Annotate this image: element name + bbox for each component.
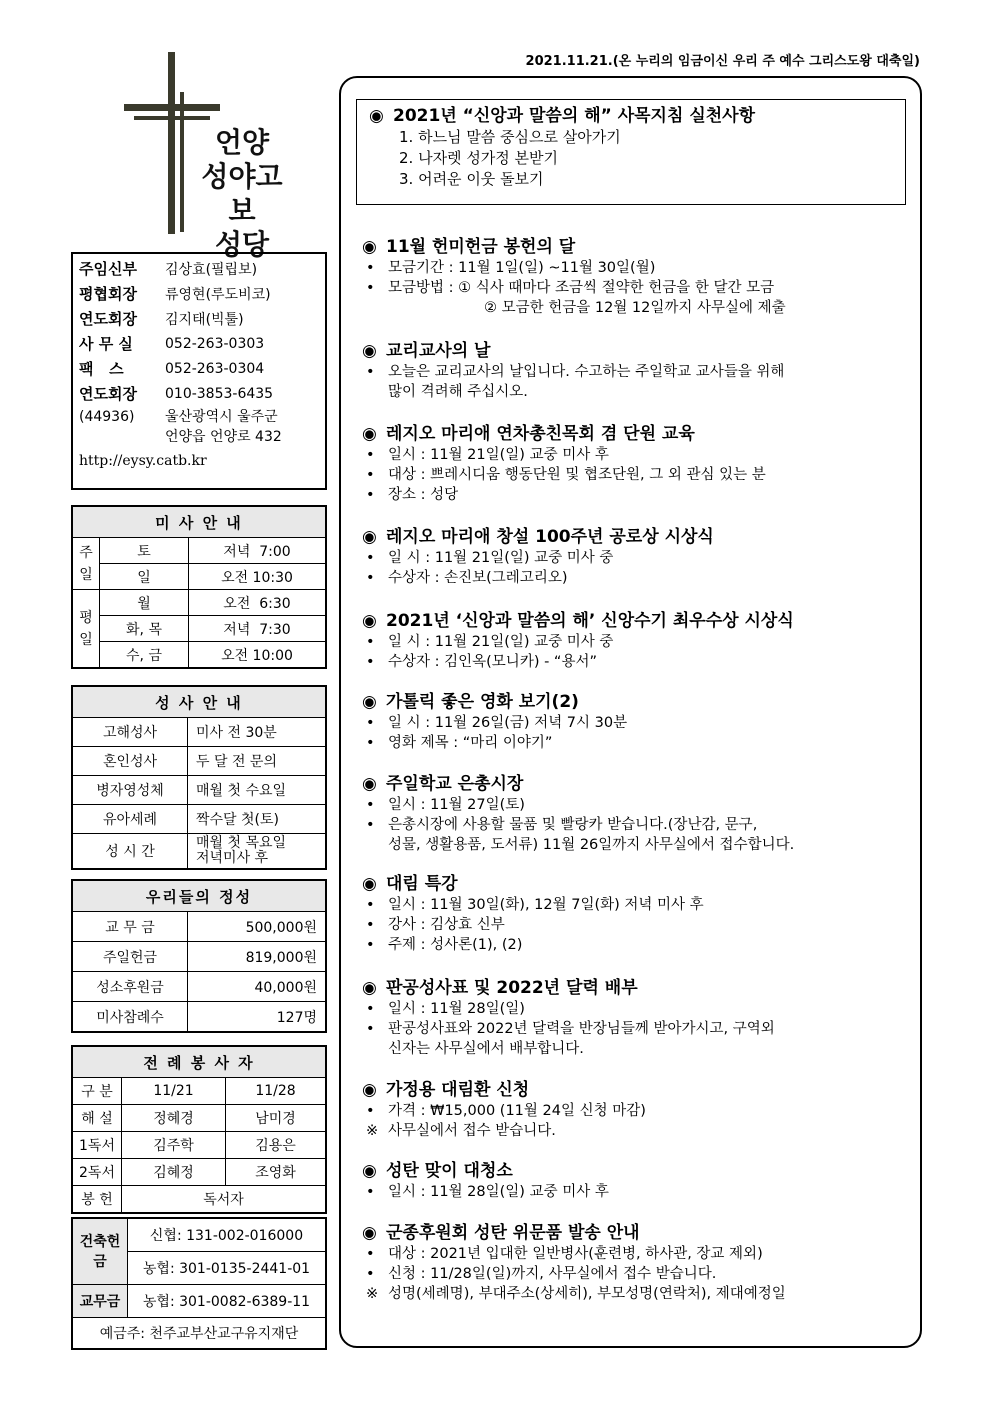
section-line: • 강사 : 김상효 신부: [366, 917, 505, 933]
sacrament-table: 성 사 안 내 고해성사 미사 전 30분 혼인성사 두 달 전 문의 병자영성체 매월 첫 수요일 유아세례 짝수달 첫(토) 성 시 간 매월 첫 목요일 저녁미사 후: [71, 685, 327, 870]
parish-logo: [124, 52, 314, 261]
section-title: ◉ 성탄 맞이 대청소: [362, 1161, 513, 1181]
section-line: ※ 성명(세례명), 부대주소(상세히), 부모성명(연락처), 제대예정일: [366, 1286, 786, 1302]
section-mark-icon: ◉: [362, 611, 377, 631]
bullet-icon: •: [366, 447, 375, 463]
info-row: 사 무 실 052-263-0303: [79, 335, 265, 353]
section-line: • 은총시장에 사용할 물품 및 빨랑카 받습니다.(장난감, 문구,: [366, 817, 758, 833]
section-line: • 오늘은 교리교사의 날입니다. 수고하는 주일학교 교사들을 위해: [366, 364, 785, 380]
section-line: • 일시 : 11월 27일(토): [366, 797, 525, 813]
section-line: • 일시 : 11월 21일(일) 교중 미사 후: [366, 447, 609, 463]
bullet-icon: •: [366, 364, 375, 380]
bullet-icon: •: [366, 1184, 375, 1200]
section-line: 신자는 사무실에서 배부합니다.: [388, 1041, 584, 1057]
announcement-section: [362, 977, 914, 1059]
section-line: • 모금방법 : ① 식사 때마다 조금씩 절약한 헌금을 한 달간 모금: [366, 280, 775, 296]
bullet-icon: •: [366, 634, 375, 650]
section-line: • 판공성사표와 2022년 달력을 반장님들께 받아가시고, 구역외: [366, 1021, 775, 1037]
announcement-section: [362, 610, 914, 672]
section-title: ◉ 11월 헌미헌금 봉헌의 달: [362, 237, 576, 257]
bullet-icon: •: [366, 1103, 375, 1119]
info-row: 주임신부 김상효(필립보): [79, 260, 258, 278]
announcement-section: [362, 1160, 914, 1202]
liturgy-servers-table: 전 례 봉 사 자 구 분 11/21 11/28 해 설 정혜경 남미경 1독서 김주학 김용은 2독서 김혜정 조영화 봉 헌 독서자: [71, 1045, 327, 1214]
address-lines: 울산광역시 울주군 언양읍 언양로 432: [165, 409, 282, 445]
bullet-icon: •: [366, 735, 375, 751]
section-title: ◉ 레지오 마리애 창설 100주년 공로상 시상식: [362, 527, 714, 547]
postcode: (44936): [79, 409, 135, 425]
announcement-section: [362, 423, 914, 505]
info-row: 팩 스 052-263-0304: [79, 360, 265, 378]
goal-item: 2. 나자렛 성가정 본받기: [399, 149, 559, 167]
section-line: • 일 시 : 11월 21일(일) 교중 미사 중: [366, 634, 614, 650]
section-line: • 일시 : 11월 30일(화), 12월 7일(화) 저녁 미사 후: [366, 897, 704, 913]
bullet-icon: •: [366, 715, 375, 731]
section-line: • 모금기간 : 11월 1일(일) ~11월 30일(월): [366, 260, 656, 276]
bullet-icon: •: [366, 280, 375, 296]
section-title: ◉ 2021년 ‘신앙과 말씀의 해’ 신앙수기 최우수상 시상식: [362, 611, 794, 631]
section-title: ◉ 가톨릭 좋은 영화 보기(2): [362, 692, 579, 712]
section-line: • 주제 : 성사론(1), (2): [366, 937, 523, 953]
bank-account-table: 건축헌금 신협: 131-002-016000 농협: 301-0135-2441-01 교무금 농협: 301-0082-6389-11 예금주: 천주교부산교구유지재단: [71, 1217, 327, 1350]
section-line: • 일 시 : 11월 26일(금) 저녁 7시 30분: [366, 715, 628, 731]
parish-name: 언양 성야고보 성당: [201, 126, 283, 261]
bullet-icon: •: [366, 1266, 375, 1282]
bullet-icon: •: [366, 897, 375, 913]
announcement-section: [362, 873, 914, 955]
bullet-icon: •: [366, 550, 375, 566]
bullet-icon: •: [366, 817, 375, 833]
section-line: • 영화 제목 : “마리 이야기”: [366, 735, 553, 751]
cross-bar: [124, 104, 220, 111]
section-title: ◉ 레지오 마리애 연차총친목회 겸 단원 교육: [362, 424, 695, 444]
cross-icon: [168, 52, 175, 234]
section-mark-icon: ◉: [362, 527, 377, 547]
bullet-icon: •: [366, 260, 375, 276]
announcement-section: [362, 526, 914, 588]
section-line: • 신청 : 11/28일(일)까지, 사무실에서 접수 받습니다.: [366, 1266, 717, 1282]
cross-inner-crossbar: [134, 116, 210, 120]
sacrament-title: 성 사 안 내: [72, 686, 326, 718]
mass-title: 미 사 안 내: [72, 506, 326, 538]
section-line: ※ 사무실에서 접수 받습니다.: [366, 1123, 556, 1139]
bullet-icon: •: [366, 654, 375, 670]
section-mark-icon: ◉: [362, 774, 377, 794]
section-line: • 수상자 : 김인옥(모니카) - “용서”: [366, 654, 597, 670]
section-title: ◉ 대림 특강: [362, 874, 458, 894]
info-row: 평협회장 류영현(루도비코): [79, 285, 271, 303]
section-mark-icon: ◉: [362, 237, 377, 257]
note-mark-icon: ※: [366, 1123, 379, 1139]
weekday-label: 평일: [72, 590, 100, 669]
section-line: 성물, 생활용품, 도서류) 11월 26일까지 사무실에서 접수합니다.: [388, 837, 795, 853]
bullet-icon: •: [366, 570, 375, 586]
section-mark-icon: ◉: [362, 1223, 377, 1243]
cross-inner-bar: [180, 92, 184, 232]
section-line: • 대상 : 2021년 입대한 일반병사(훈련병, 하사관, 장교 제외): [366, 1246, 763, 1262]
section-title: ◉ 교리교사의 날: [362, 341, 491, 361]
section-line: • 가격 : ₩15,000 (11월 24일 신청 마감): [366, 1103, 646, 1119]
section-mark-icon: ◉: [362, 1080, 377, 1100]
sunday-label: 주일: [72, 538, 100, 590]
section-line: • 일시 : 11월 28일(일): [366, 1001, 525, 1017]
section-line: • 대상 : 쁘레시디움 행동단원 및 협조단원, 그 외 관심 있는 분: [366, 467, 766, 483]
bullet-icon: •: [366, 487, 375, 503]
mass-schedule-table: 미 사 안 내 주일 토 저녁 7:00 일 오전 10:30 평일 월 오전 6:30 화, 목 저녁 7:30 수, 금 오전 10:00: [71, 505, 327, 669]
goals-title: ◉ 2021년 “신앙과 말씀의 해” 사목지침 실천사항: [369, 106, 756, 126]
parish-info-box: [71, 252, 327, 490]
announcement-section: [362, 773, 914, 855]
section-title: ◉ 가정용 대림환 신청: [362, 1080, 530, 1100]
announcement-section: [362, 236, 914, 318]
section-line: • 장소 : 성당: [366, 487, 459, 503]
info-row: 연도회장 010-3853-6435: [79, 385, 274, 403]
section-line: • 일시 : 11월 28일(일) 교중 미사 후: [366, 1184, 609, 1200]
announcement-section: [362, 1079, 914, 1141]
goal-item: 3. 어려운 이웃 돌보기: [399, 170, 544, 188]
section-line: • 수상자 : 손진보(그레고리오): [366, 570, 568, 586]
section-mark-icon: ◉: [362, 1161, 377, 1181]
bullet-icon: •: [366, 937, 375, 953]
section-mark-icon: ◉: [369, 106, 384, 126]
bullet-icon: •: [366, 467, 375, 483]
info-row: 연도회장 김지태(빅툴): [79, 310, 244, 328]
bullet-icon: •: [366, 1001, 375, 1017]
section-mark-icon: ◉: [362, 874, 377, 894]
announcement-section: [362, 340, 914, 402]
section-mark-icon: ◉: [362, 692, 377, 712]
note-mark-icon: ※: [366, 1286, 379, 1302]
section-title: ◉ 주일학교 은총시장: [362, 774, 524, 794]
announcement-section: [362, 1222, 914, 1304]
announcement-section: [362, 691, 914, 753]
pastoral-goals-box: [356, 99, 906, 205]
bulletin-date: 2021.11.21.(온 누리의 임금이신 우리 주 예수 그리스도왕 대축일): [525, 54, 920, 69]
bullet-icon: •: [366, 917, 375, 933]
bullet-icon: •: [366, 797, 375, 813]
section-line: 많이 격려해 주십시오.: [388, 384, 528, 400]
section-mark-icon: ◉: [362, 341, 377, 361]
section-line: • 일 시 : 11월 21일(일) 교중 미사 중: [366, 550, 614, 566]
section-mark-icon: ◉: [362, 978, 377, 998]
address: [79, 407, 319, 447]
bullet-icon: •: [366, 1021, 375, 1037]
servers-title: 전 례 봉 사 자: [72, 1046, 326, 1078]
section-title: ◉ 군종후원회 성탄 위문품 발송 안내: [362, 1223, 640, 1243]
bullet-icon: •: [366, 1246, 375, 1262]
offering-title: 우리들의 정성: [72, 880, 326, 912]
section-line: ② 모금한 헌금을 12월 12일까지 사무실에 제출: [484, 300, 786, 316]
section-mark-icon: ◉: [362, 424, 377, 444]
parish-url[interactable]: http://eysy.catb.kr: [79, 453, 207, 469]
section-title: ◉ 판공성사표 및 2022년 달력 배부: [362, 978, 638, 998]
offering-table: 우리들의 정성 교 무 금 500,000원 주일헌금 819,000원 성소후원금 40,000원 미사참례수 127명: [71, 879, 327, 1033]
goal-item: 1. 하느님 말씀 중심으로 살아가기: [399, 128, 621, 146]
